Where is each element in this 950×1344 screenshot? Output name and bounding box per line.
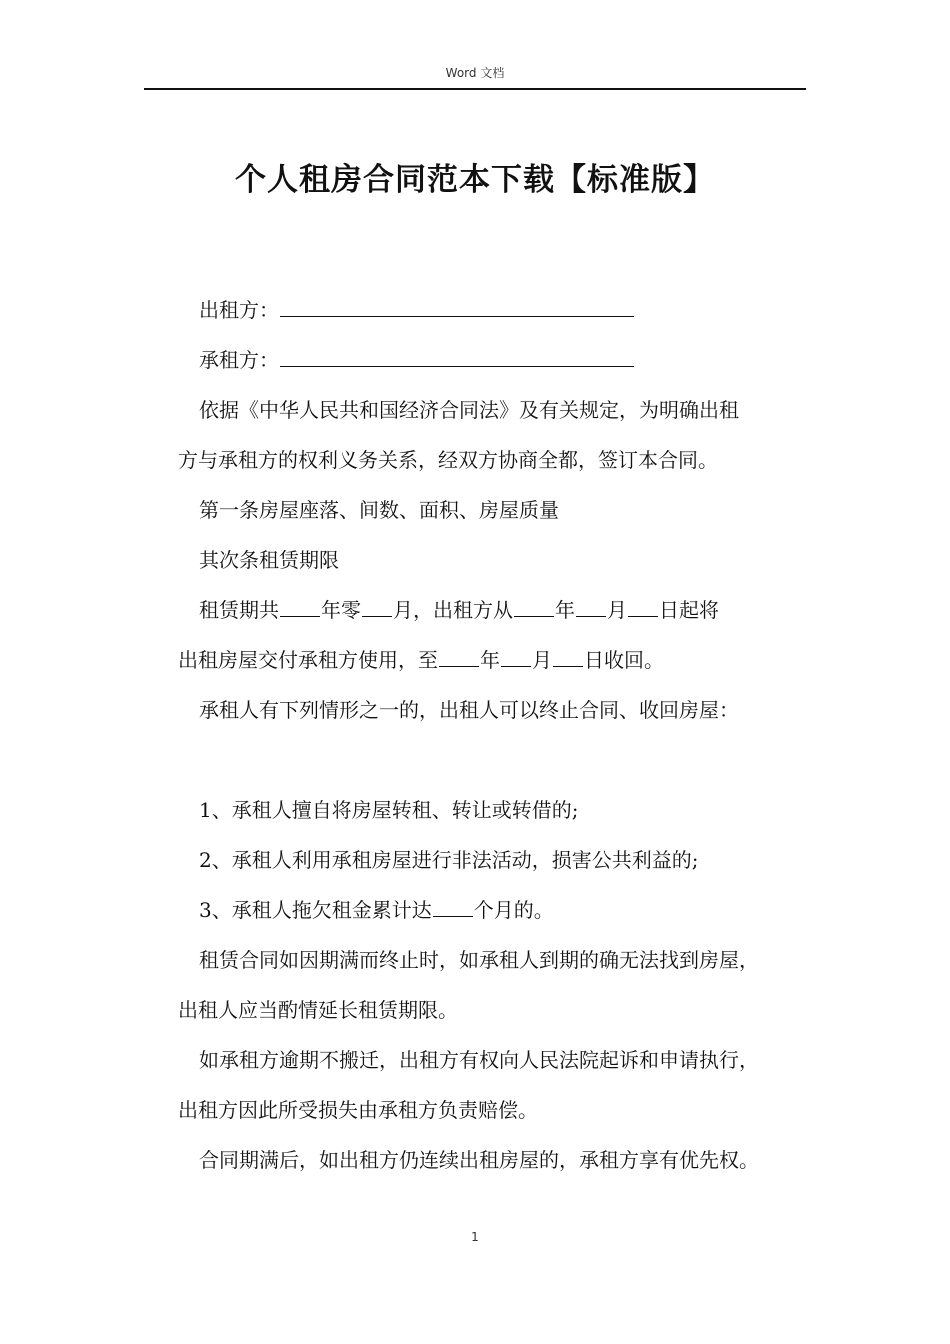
text-segment: 月，出租方从 <box>393 598 513 622</box>
page-number: 1 <box>471 1230 479 1244</box>
article-heading: 第一条房屋座落、间数、面积、房屋质量 <box>199 498 559 522</box>
text-segment: 出租房屋交付承租方使用，至 <box>178 648 438 672</box>
start-month-blank[interactable] <box>576 596 606 617</box>
text-segment: 月 <box>607 598 627 622</box>
text-segment: 租赁期共 <box>199 598 279 622</box>
page-footer <box>0 1230 950 1244</box>
start-year-blank[interactable] <box>514 596 554 617</box>
document-title: 个人租房合同范本下载【标准版】 <box>235 162 715 198</box>
text-segment: 年 <box>480 648 500 672</box>
months-blank[interactable] <box>362 596 392 617</box>
text-segment: 年零 <box>321 598 361 622</box>
lessor-line <box>199 296 839 324</box>
lessee-blank[interactable] <box>280 346 634 367</box>
lease-term-line <box>199 596 839 624</box>
paragraph-line: 承租人有下列情形之一的，出租人可以终止合同、收回房屋： <box>199 698 739 722</box>
paragraph-line: 方与承租方的权利义务关系，经双方协商全都，签订本合同。 <box>178 448 718 472</box>
lessor-label: 出租方： <box>199 298 279 322</box>
text-segment: 日收回。 <box>584 648 664 672</box>
paragraph-line: 出租人应当酌情延长租赁期限。 <box>178 998 458 1022</box>
paragraph-line: 合同期满后，如出租方仍连续出租房屋的，承租方享有优先权。 <box>199 1148 759 1172</box>
start-day-blank[interactable] <box>628 596 658 617</box>
list-item: 1、承租人擅自将房屋转租、转让或转借的; <box>199 798 579 822</box>
list-item: 2、承租人利用承租房屋进行非法活动，损害公共利益的; <box>199 848 699 872</box>
end-day-blank[interactable] <box>553 646 583 667</box>
years-blank[interactable] <box>280 596 320 617</box>
paragraph-line: 出租方因此所受损失由承租方负责赔偿。 <box>178 1098 538 1122</box>
list-item <box>199 896 839 924</box>
paragraph-line: 租赁合同如因期满而终止时，如承租人到期的确无法找到房屋， <box>199 948 759 972</box>
end-year-blank[interactable] <box>439 646 479 667</box>
text-segment: 月 <box>532 648 552 672</box>
paragraph-line: 如承租方逾期不搬迁，出租方有权向人民法院起诉和申请执行， <box>199 1048 759 1072</box>
text-segment: 3、承租人拖欠租金累计达 <box>199 898 432 922</box>
lessee-label: 承租方： <box>199 348 279 372</box>
article-heading: 其次条租赁期限 <box>199 548 339 572</box>
lessee-line <box>199 346 839 374</box>
lease-end-line <box>178 646 818 674</box>
header-text: Word 文档 <box>445 66 505 80</box>
text-segment: 日起将 <box>659 598 719 622</box>
text-segment: 年 <box>555 598 575 622</box>
end-month-blank[interactable] <box>501 646 531 667</box>
months-arrears-blank[interactable] <box>433 896 473 917</box>
text-segment: 个月的。 <box>473 898 554 922</box>
lessor-blank[interactable] <box>280 296 634 317</box>
page-header <box>144 64 806 90</box>
paragraph-line: 依据《中华人民共和国经济合同法》及有关规定，为明确出租 <box>199 398 739 422</box>
